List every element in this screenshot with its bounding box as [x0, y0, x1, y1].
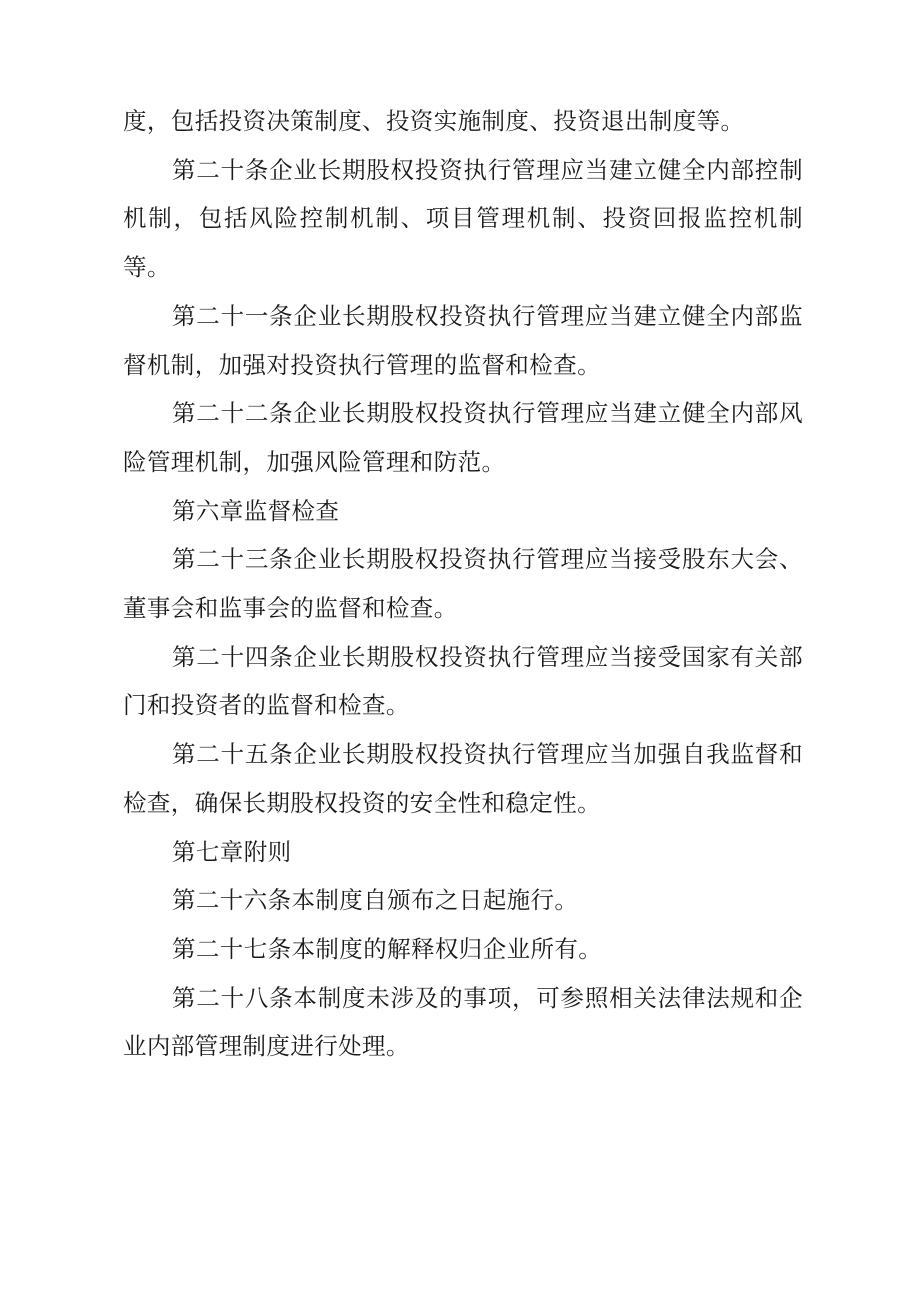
- paragraph-continuation: 度，包括投资决策制度、投资实施制度、投资退出制度等。: [123, 107, 745, 135]
- paragraph-article-21: 第二十一条企业长期股权投资执行管理应当建立健全内部监督机制，加强对投资执行管理的监督和检查。: [123, 301, 803, 379]
- paragraph-article-25: 第二十五条企业长期股权投资执行管理应当加强自我监督和检查，确保长期股权投资的安全性和稳定性。: [123, 740, 803, 817]
- paragraph-article-28: 第二十八条本制度未涉及的事项，可参照相关法律法规和企业内部管理制度进行处理。: [123, 983, 803, 1061]
- paragraph-article-24: 第二十四条企业长期股权投资执行管理应当接受国家有关部门和投资者的监督和检查。: [123, 642, 803, 720]
- chapter-heading-7: 第七章附则: [172, 837, 292, 866]
- paragraph-article-26: 第二十六条本制度自颁布之日起施行。: [172, 886, 579, 915]
- paragraph-article-20: 第二十条企业长期股权投资执行管理应当建立健全内部控制机制，包括风险控制机制、项目管理机制、投资回报监控机制等。: [123, 155, 803, 282]
- paragraph-article-22: 第二十二条企业长期股权投资执行管理应当建立健全内部风险管理机制，加强风险管理和防范。: [123, 399, 803, 476]
- paragraph-article-23: 第二十三条企业长期股权投资执行管理应当接受股东大会、董事会和监事会的监督和检查。: [123, 545, 803, 623]
- paragraph-article-27: 第二十七条本制度的解释权归企业所有。: [172, 934, 603, 963]
- document-body: [123, 97, 803, 1071]
- chapter-heading-6: 第六章监督检查: [172, 496, 340, 525]
